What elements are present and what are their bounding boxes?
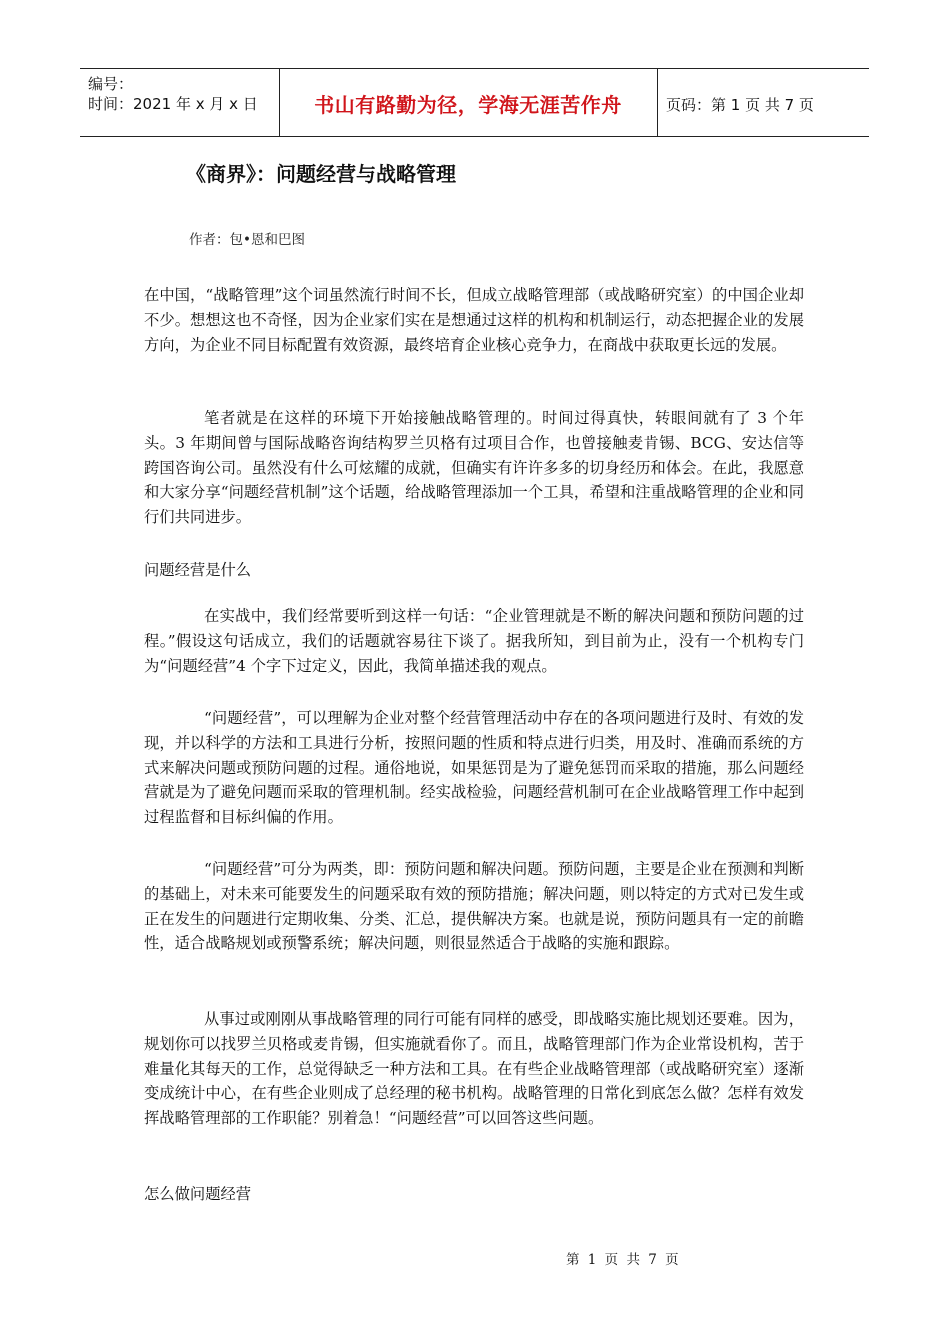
paragraph-2: 笔者就是在这样的环境下开始接触战略管理的。时间过得真快，转眼间就有了 3 个年头。3 年期间曾与国际战略咨询结构罗兰贝格有过项目合作，也曾接触麦肯锡、BCG、安达信等跨国咨询公司。虽然没有什么可炫耀的成就，但确实有许许多多的切身经历和体会。在此，我愿意和大家分享“问题经营机制”这个话题，给战略管理添加一个工具，希望和注重战略管理的企业和同行们共同进步。 <box>144 409 804 527</box>
header-motto-cell <box>279 69 658 136</box>
section-heading-how: 怎么做问题经营 <box>144 1185 252 1203</box>
section-heading-what: 问题经营是什么 <box>144 561 252 579</box>
page-footer: 第 1 页 共 7 页 <box>566 1252 679 1268</box>
header-page-code: 页码：第 1 页 共 7 页 <box>666 96 814 114</box>
article-author: 作者：包•恩和巴图 <box>189 232 305 248</box>
header-info-cell <box>80 69 280 136</box>
document-header <box>80 68 869 137</box>
header-page-cell <box>658 69 869 136</box>
header-motto: 书山有路勤为径，学海无涯苦作舟 <box>314 93 622 117</box>
paragraph-1: 在中国，“战略管理”这个词虽然流行时间不长，但成立战略管理部（或战略研究室）的中国企业却不少。想想这也不奇怪，因为企业家们实在是想通过这样的机构和机制运行，动态把握企业的发展方向，为企业不同目标配置有效资源，最终培育企业核心竞争力，在商战中获取更长远的发展。 <box>144 286 804 354</box>
paragraph-6: 从事过或刚刚从事战略管理的同行可能有同样的感受，即战略实施比规划还要难。因为，规划你可以找罗兰贝格或麦肯锡，但实施就看你了。而且，战略管理部门作为企业常设机构，苦于难量化其每天的工作，总觉得缺乏一种方法和工具。在有些企业战略管理部（或战略研究室）逐渐变成统计中心，在有些企业则成了总经理的秘书机构。战略管理的日常化到底怎么做？怎样有效发挥战略管理部的工作职能？别着急！“问题经营”可以回答这些问题。 <box>144 1010 804 1128</box>
paragraph-3: 在实战中，我们经常要听到这样一句话：“企业管理就是不断的解决问题和预防问题的过程。”假设这句话成立，我们的话题就容易往下谈了。据我所知，到目前为止，没有一个机构专门为“问题经营”4 个字下过定义，因此，我简单描述我的观点。 <box>144 607 804 675</box>
document-number-label: 编号： <box>88 75 134 93</box>
document-date-label: 时间：2021 年 x 月 x 日 <box>88 95 258 113</box>
article-title: 《商界》：问题经营与战略管理 <box>186 162 456 186</box>
paragraph-4: “问题经营”，可以理解为企业对整个经营管理活动中存在的各项问题进行及时、有效的发现，并以科学的方法和工具进行分析，按照问题的性质和特点进行归类，用及时、准确而系统的方式来解决问题或预防问题的过程。通俗地说，如果惩罚是为了避免惩罚而采取的措施，那么问题经营就是为了避免问题而采取的管理机制。经实战检验，问题经营机制可在企业战略管理工作中起到过程监督和目标纠偏的作用。 <box>144 709 804 827</box>
paragraph-5: “问题经营”可分为两类，即：预防问题和解决问题。预防问题，主要是企业在预测和判断的基础上，对未来可能要发生的问题采取有效的预防措施；解决问题，则以特定的方式对已发生或正在发生的问题进行定期收集、分类、汇总，提供解决方案。也就是说，预防问题具有一定的前瞻性，适合战略规划或预警系统；解决问题，则很显然适合于战略的实施和跟踪。 <box>144 860 804 953</box>
